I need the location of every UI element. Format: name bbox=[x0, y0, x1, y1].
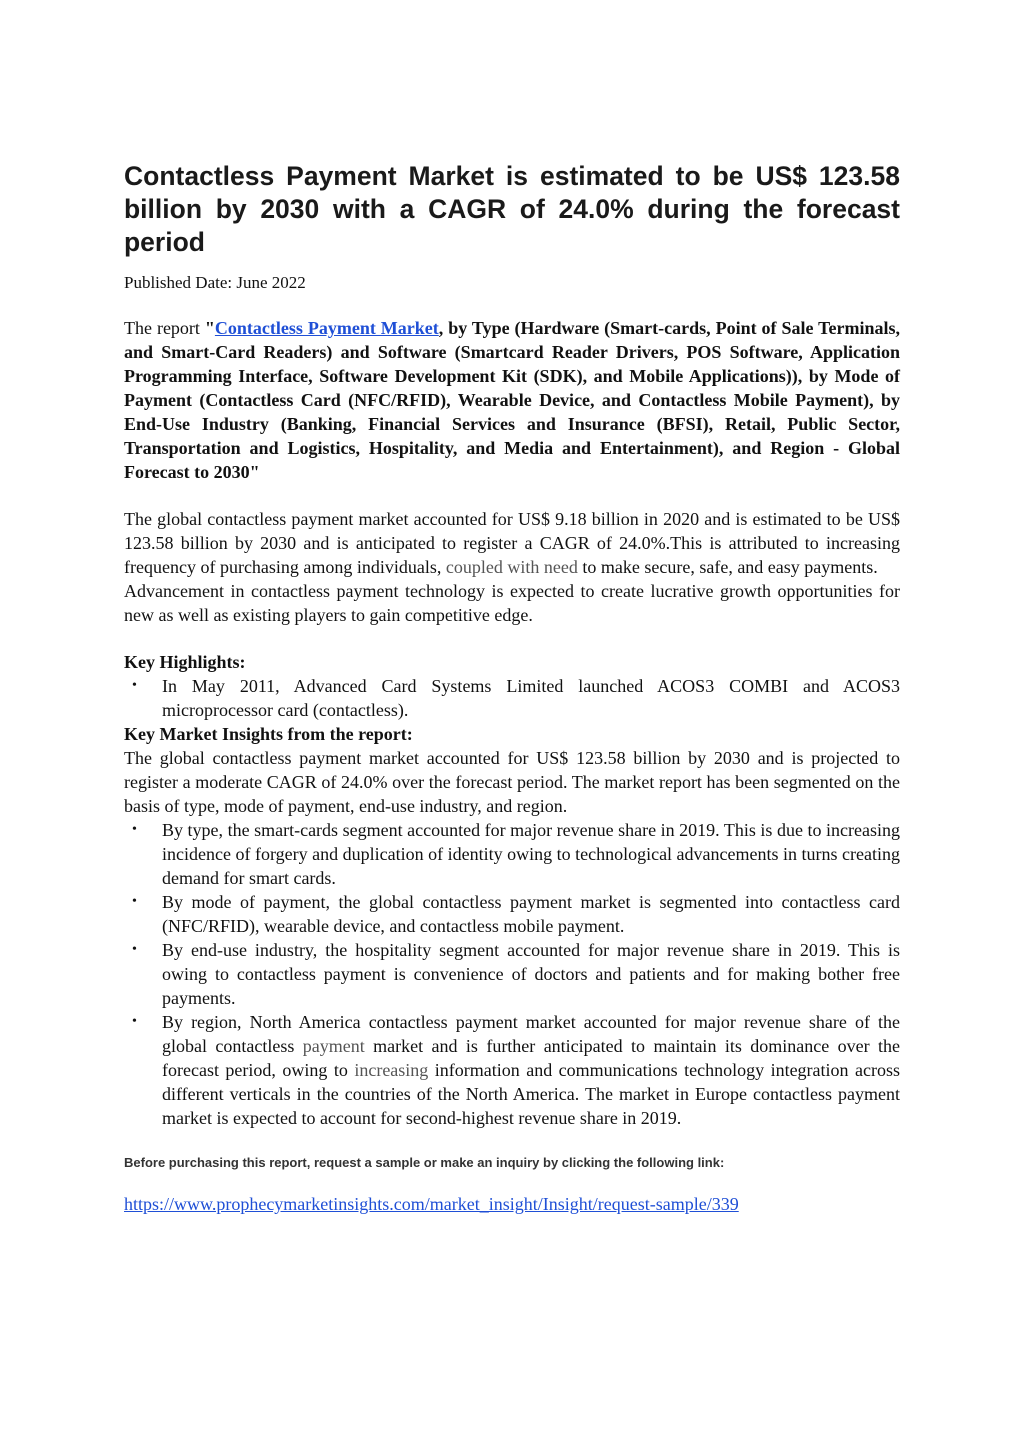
insight-end-use-text: By end-use industry, the hospitality segment accounted for major revenue share in 2019. This is owing to contactless payment is convenience of doctors and patients and for making bother free payments. bbox=[162, 940, 900, 1008]
bullet-icon: • bbox=[132, 678, 137, 693]
sample-request-notice: Before purchasing this report, request a sample or make an inquiry by clicking the following link: bbox=[124, 1155, 725, 1170]
document-page bbox=[124, 160, 900, 1216]
region-muted-1: payment bbox=[302, 1036, 365, 1056]
insights-intro-paragraph: The global contactless payment market accounted for US$ 123.58 billion by 2030 and is projected to register a moderate CAGR of 24.0% over the forecast period. The market report has been segmented on the basis of type, mode of payment, end-use industry, and region. bbox=[124, 748, 900, 816]
key-highlights-heading: Key Highlights: bbox=[124, 652, 246, 672]
list-item bbox=[124, 1010, 900, 1130]
region-muted-2: increasing bbox=[354, 1060, 429, 1080]
overview-muted-text: coupled with need bbox=[445, 557, 578, 577]
bullet-icon: • bbox=[132, 942, 137, 957]
report-scope-paragraph bbox=[124, 316, 900, 484]
bullet-icon: • bbox=[132, 894, 137, 909]
region-text-b: market and is further anticipated to maintain its dominance over the forecast period, owing to bbox=[162, 1036, 900, 1080]
list-item bbox=[124, 938, 900, 1010]
overview-text-b: to make secure, safe, and easy payments. bbox=[577, 557, 878, 577]
report-title: Contactless Payment Market is estimated to be US$ 123.58 billion by 2030 with a CAGR of 24.0% during the forecast period bbox=[124, 161, 900, 257]
insights-list bbox=[124, 818, 900, 1130]
list-item bbox=[124, 818, 900, 890]
request-sample-link[interactable]: https://www.prophecymarketinsights.com/market_insight/Insight/request-sample/339 bbox=[124, 1194, 739, 1214]
sample-link-line bbox=[124, 1192, 900, 1216]
lead-quote-open: " bbox=[204, 318, 215, 338]
region-text-a: By region, North America contactless payment market accounted for major revenue share of the global contactless bbox=[162, 1012, 900, 1056]
region-text-c: information and communications technology integration across different verticals in the countries of the North America. The market in Europe contactless payment market is expected to account for second-highest revenue share in 2019. bbox=[162, 1060, 900, 1128]
insight-region-text bbox=[162, 1012, 900, 1128]
market-overview-paragraph bbox=[124, 507, 900, 579]
published-date: Published Date: June 2022 bbox=[124, 273, 306, 292]
key-highlights-list bbox=[124, 674, 900, 722]
list-item bbox=[124, 674, 900, 722]
advancement-paragraph: Advancement in contactless payment technology is expected to create lucrative growth opportunities for new as well as existing players to gain competitive edge. bbox=[124, 581, 900, 625]
key-insights-heading: Key Market Insights from the report: bbox=[124, 724, 413, 744]
bullet-icon: • bbox=[132, 822, 137, 837]
overview-text-a: The global contactless payment market accounted for US$ 9.18 billion in 2020 and is estimated to be US$ 123.58 billion by 2030 and is anticipated to register a CAGR of 24.0%.This is attributed to increasing frequency of purchasing among individuals, bbox=[124, 509, 900, 577]
list-item bbox=[124, 890, 900, 938]
contactless-payment-market-link[interactable]: Contactless Payment Market bbox=[214, 318, 439, 338]
lead-scope-text: , by Type (Hardware (Smart-cards, Point of Sale Terminals, and Smart-Card Readers) and Software (Smartcard Reader Drivers, POS Software, Application Programming Interface, Software Development Kit (SDK), and Mobile Applications)), by Mode of Payment (Contactless Card (NFC/RFID), Wearable Device, and Contactless Mobile Payment), by End-Use Industry (Banking, Financial Services and Insurance (BFSI), Retail, Public Sector, Transportation and Logistics, Hospitality, and Media and Entertainment), and Region - Global Forecast to 2030" bbox=[124, 318, 900, 482]
bullet-icon: • bbox=[132, 1014, 137, 1029]
insight-type-text: By type, the smart-cards segment accounted for major revenue share in 2019. This is due to increasing incidence of forgery and duplication of identity owing to technological advancements in turns creating demand for smart cards. bbox=[162, 820, 900, 888]
insight-payment-mode-text: By mode of payment, the global contactless payment market is segmented into contactless card (NFC/RFID), wearable device, and contactless mobile payment. bbox=[162, 892, 900, 936]
lead-prefix: The report bbox=[124, 318, 205, 338]
highlight-text: In May 2011, Advanced Card Systems Limited launched ACOS3 COMBI and ACOS3 microprocessor card (contactless). bbox=[162, 676, 900, 720]
